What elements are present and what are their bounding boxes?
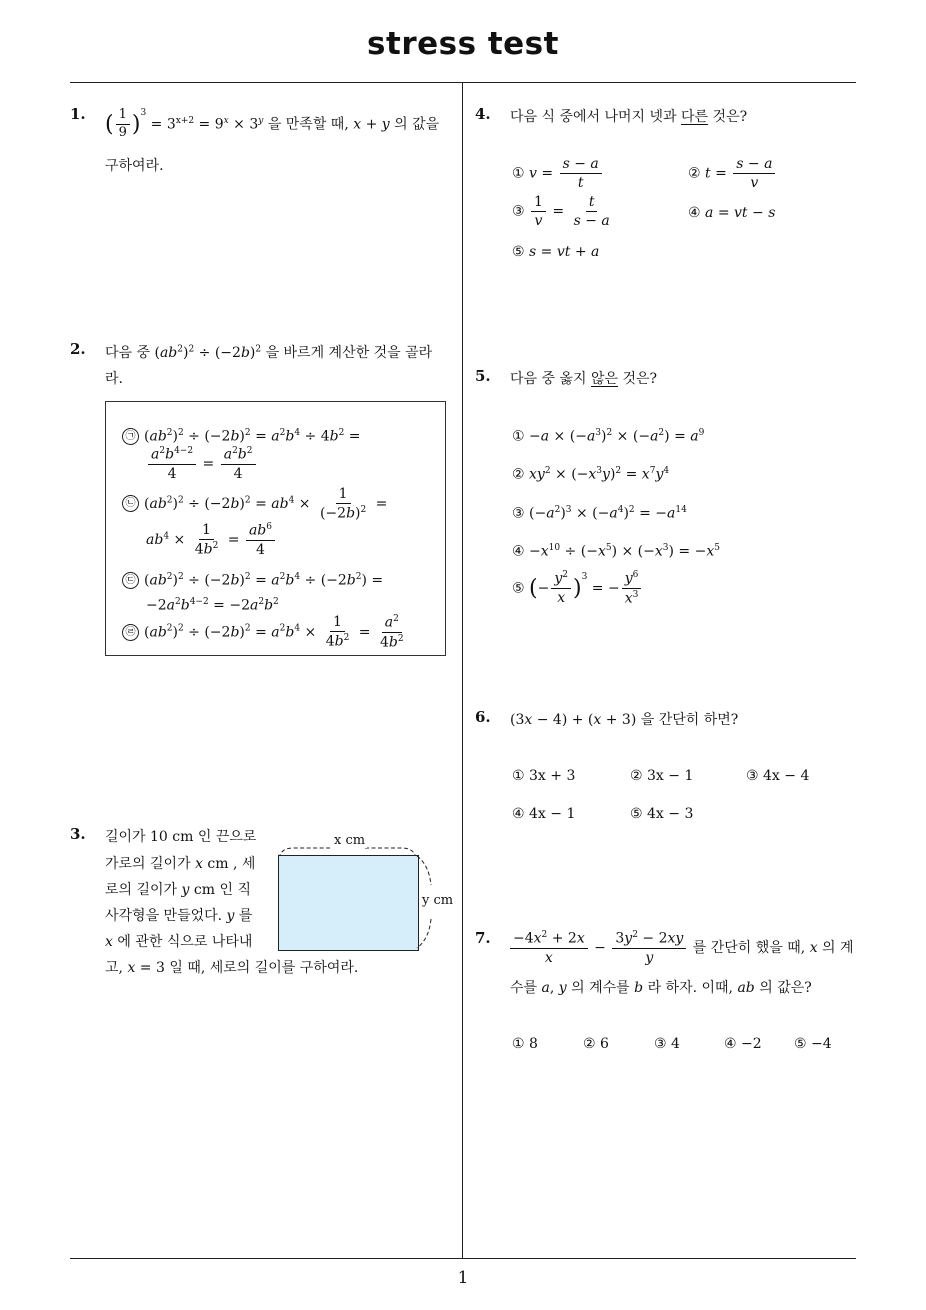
q6-option-2[interactable] xyxy=(630,768,693,784)
q4-mark-5: ⑤ xyxy=(512,244,525,260)
q4-mark-2: ② xyxy=(688,165,701,182)
q7-option-2-text: 6 xyxy=(600,1036,609,1052)
question-2-tail: 을 바르게 계산한 것을 골라 xyxy=(265,345,433,361)
mark-a: ㉠ xyxy=(122,428,139,445)
q3-text-k: 일 때, 세로의 길이를 구하여라. xyxy=(169,960,359,976)
header-rule xyxy=(70,82,856,83)
q7-text-f: 라 하자. 이때, xyxy=(647,980,733,996)
question-3-line-4: 사각형을 만들었다. y 를 xyxy=(105,908,253,924)
question-5-prompt xyxy=(510,368,657,388)
rectangle-figure xyxy=(278,855,419,951)
question-6-number: 6. xyxy=(475,708,491,726)
q4-mark-1: ① xyxy=(512,165,525,182)
question-1-number: 1. xyxy=(70,105,86,123)
q7-mark-1: ① xyxy=(512,1036,525,1052)
choice-b-line-2: $ab^4$ × $\frac{1}{4b^2}$ = $\frac{ab^6}{4}$ xyxy=(146,522,277,558)
q5-prompt-tail: 것은? xyxy=(622,371,658,387)
q6-option-2-text: 3x − 1 xyxy=(647,768,694,784)
q7-text-g: 의 값은? xyxy=(759,980,812,996)
question-3-line-3: 로의 길이가 y cm 인 직 xyxy=(105,882,251,898)
q3-text-b: 인 끈으로 xyxy=(197,829,257,845)
q4-prompt-underlined: 다른 xyxy=(681,109,709,125)
q6-mark-4: ④ xyxy=(512,806,525,822)
q7-mark-2: ② xyxy=(583,1036,596,1052)
q6-option-1[interactable] xyxy=(512,768,575,784)
q6-option-3-text: 4x − 4 xyxy=(763,768,810,784)
question-3-line-1: 길이가 10 cm 인 끈으로 xyxy=(105,829,257,845)
q7-option-5-text: −4 xyxy=(811,1036,832,1052)
q6-prompt-tail: 을 간단히 하면? xyxy=(640,712,739,728)
question-1-text: 을 만족할 때, xyxy=(267,116,349,133)
q3-text-c: 가로의 길이가 xyxy=(105,856,191,872)
question-3-line-5: x 에 관한 식으로 나타내 xyxy=(105,934,253,950)
q5-mark-1: ① xyxy=(512,428,525,445)
q7-text-d: , xyxy=(549,980,559,996)
q6-mark-3: ③ xyxy=(746,768,759,784)
q5-option-3[interactable]: ③ $(-a^2)^3 \times (-a^4)^2 = -a^{14}$ xyxy=(512,505,687,522)
q3-text-h: 를 xyxy=(238,908,253,924)
q6-option-3[interactable] xyxy=(746,768,809,784)
choice-c-line-2: $-2a^2b^{4-2} = -2a^2b^2$ xyxy=(146,597,279,614)
q3-text-i: 에 관한 식으로 나타내 xyxy=(117,934,253,950)
question-1-equation: ( $\frac{1}{9}$ )$^3 = 3^{x+2} = 9^x \times 3^y$ 을 만족할 때, x + y 의 값을 xyxy=(105,107,440,140)
q4-prompt-head: 다음 식 중에서 나머지 넷과 xyxy=(510,109,677,125)
q7-option-4-text: −2 xyxy=(741,1036,762,1052)
question-1-text-2: 구하여라. xyxy=(105,158,164,174)
q6-option-5[interactable] xyxy=(630,806,693,822)
q5-option-1[interactable]: ① $-a \times (-a^3)^2 \times (-a^2) = a^9$ xyxy=(512,428,705,445)
page-number: 1 xyxy=(457,1268,469,1288)
q4-option-2[interactable]: ② t = $\frac{s - a}{v}$ xyxy=(688,156,777,191)
q4-mark-3: ③ xyxy=(512,203,525,220)
q6-mark-5: ⑤ xyxy=(630,806,643,822)
q6-option-4[interactable] xyxy=(512,806,575,822)
q7-mark-5: ⑤ xyxy=(794,1036,807,1052)
height-label: y cm xyxy=(422,893,454,908)
q7-text-a: 를 간단히 했을 때, xyxy=(692,939,806,956)
q3-text-a: 길이가 xyxy=(105,829,146,845)
q5-prompt-underlined: 않은 xyxy=(590,371,619,387)
q3-text-e: 로의 길이가 xyxy=(105,882,178,898)
question-1-ask: 의 값을 xyxy=(394,116,440,133)
q4-option-3[interactable]: ③ $\frac{1}{v}$ = $\frac{t}{s - a}$ xyxy=(512,194,610,230)
q7-option-2[interactable] xyxy=(583,1036,609,1052)
q3-text-j: 고, xyxy=(105,960,123,976)
page-title: stress test xyxy=(367,26,559,62)
q6-mark-1: ① xyxy=(512,768,525,784)
q4-prompt-tail: 것은? xyxy=(712,109,748,125)
q5-option-4[interactable]: ④ $-x^{10} \div (-x^5) \times (-x^3) = -x^5$ xyxy=(512,543,720,560)
choice-d: ㉣ $(ab^2)^2 \div (-2b)^2 = a^2b^4$ × $\frac{1}{4b^2}$ = $\frac{a^2}{4b^2}$ xyxy=(122,614,409,651)
width-label: x cm xyxy=(334,833,366,848)
question-2-line-2: 라. xyxy=(105,371,123,387)
q3-text-g: 사각형을 만들었다. xyxy=(105,908,223,924)
q7-text-c: 수를 xyxy=(510,980,538,996)
choice-c-line-1: ㉢ $(ab^2)^2 \div (-2b)^2 = a^2b^4 \div (-2b^2)$ = xyxy=(122,572,383,589)
q7-text-e: 의 계수를 xyxy=(571,980,630,996)
q5-mark-4: ④ xyxy=(512,543,525,560)
question-2-line-1: 다음 중 $(ab^2)^2 \div (-2b)^2$ 을 바르게 계산한 것을 골라 xyxy=(105,344,433,361)
question-4-prompt xyxy=(510,106,747,126)
question-7-number: 7. xyxy=(475,929,491,947)
q4-option-1[interactable]: ① v = $\frac{s - a}{t}$ xyxy=(512,156,604,191)
question-3-line-2: 가로의 길이가 x cm , 세 xyxy=(105,856,256,872)
q7-option-3-text: 4 xyxy=(671,1036,680,1052)
mark-d: ㉣ xyxy=(122,624,139,641)
question-2-number: 2. xyxy=(70,340,86,358)
question-2-head: 다음 중 xyxy=(105,345,151,361)
question-5-number: 5. xyxy=(475,367,491,385)
q7-option-1-text: 8 xyxy=(529,1036,538,1052)
question-6-prompt: (3x − 4) + (x + 3) 을 간단히 하면? xyxy=(510,712,739,728)
q4-option-5[interactable]: ⑤ s = vt + a xyxy=(512,244,600,260)
q5-option-5[interactable]: ⑤ (− $\frac{y^2}{x}$ )$^3$ = − $\frac{y^6}{x^3}$ xyxy=(512,570,643,607)
column-divider xyxy=(462,83,463,1259)
q5-mark-3: ③ xyxy=(512,505,525,522)
q7-option-1[interactable] xyxy=(512,1036,538,1052)
q4-mark-4: ④ xyxy=(688,205,701,221)
q5-mark-5: ⑤ xyxy=(512,580,525,597)
question-4-number: 4. xyxy=(475,105,491,123)
mark-c: ㉢ xyxy=(122,572,139,589)
q7-mark-4: ④ xyxy=(724,1036,737,1052)
q4-option-4[interactable]: ④ a = vt − s xyxy=(688,205,776,221)
question-3-line-6: 고, x = 3 일 때, 세로의 길이를 구하여라. xyxy=(105,960,359,976)
choice-a-line-2: $\frac{a^2b^{4-2}}{4}$ = $\frac{a^2b^2}{4}$ xyxy=(146,446,258,482)
q7-option-4[interactable] xyxy=(724,1036,762,1052)
q3-text-f: 인 직 xyxy=(219,882,251,898)
q7-text-b: 의 계 xyxy=(822,939,854,956)
q5-mark-2: ② xyxy=(512,466,525,483)
footer-rule xyxy=(70,1258,856,1259)
q7-option-3[interactable] xyxy=(654,1036,680,1052)
q3-text-d: , 세 xyxy=(233,856,256,872)
choice-b-line-1: ㉡ $(ab^2)^2 \div (-2b)^2 = ab^4$ × $\frac{1}{(-2b)^2}$ = xyxy=(122,486,387,522)
q6-mark-2: ② xyxy=(630,768,643,784)
q5-option-2[interactable]: ② $xy^2 \times (-x^3y)^2 = x^7y^4$ xyxy=(512,466,670,483)
q6-option-5-text: 4x − 3 xyxy=(647,806,694,822)
question-7-line-2: 수를 a, y 의 계수를 b 라 하자. 이때, ab 의 값은? xyxy=(510,980,812,996)
mark-b: ㉡ xyxy=(122,495,139,512)
q7-mark-3: ③ xyxy=(654,1036,667,1052)
q6-option-4-text: 4x − 1 xyxy=(529,806,576,822)
q6-option-1-text: 3x + 3 xyxy=(529,768,576,784)
choice-a-line-1: ㉠ $(ab^2)^2 \div (-2b)^2 = a^2b^4 \div 4b^2$ = xyxy=(122,428,361,445)
question-7-line-1: $\frac{-4x^2 + 2x}{x}$ − $\frac{3y^2 - 2xy}{y}$ 를 간단히 했을 때, x 의 계 xyxy=(508,930,854,966)
q5-prompt-head: 다음 중 옳지 xyxy=(510,371,587,387)
q7-option-5[interactable] xyxy=(794,1036,832,1052)
question-3-number: 3. xyxy=(70,825,86,843)
